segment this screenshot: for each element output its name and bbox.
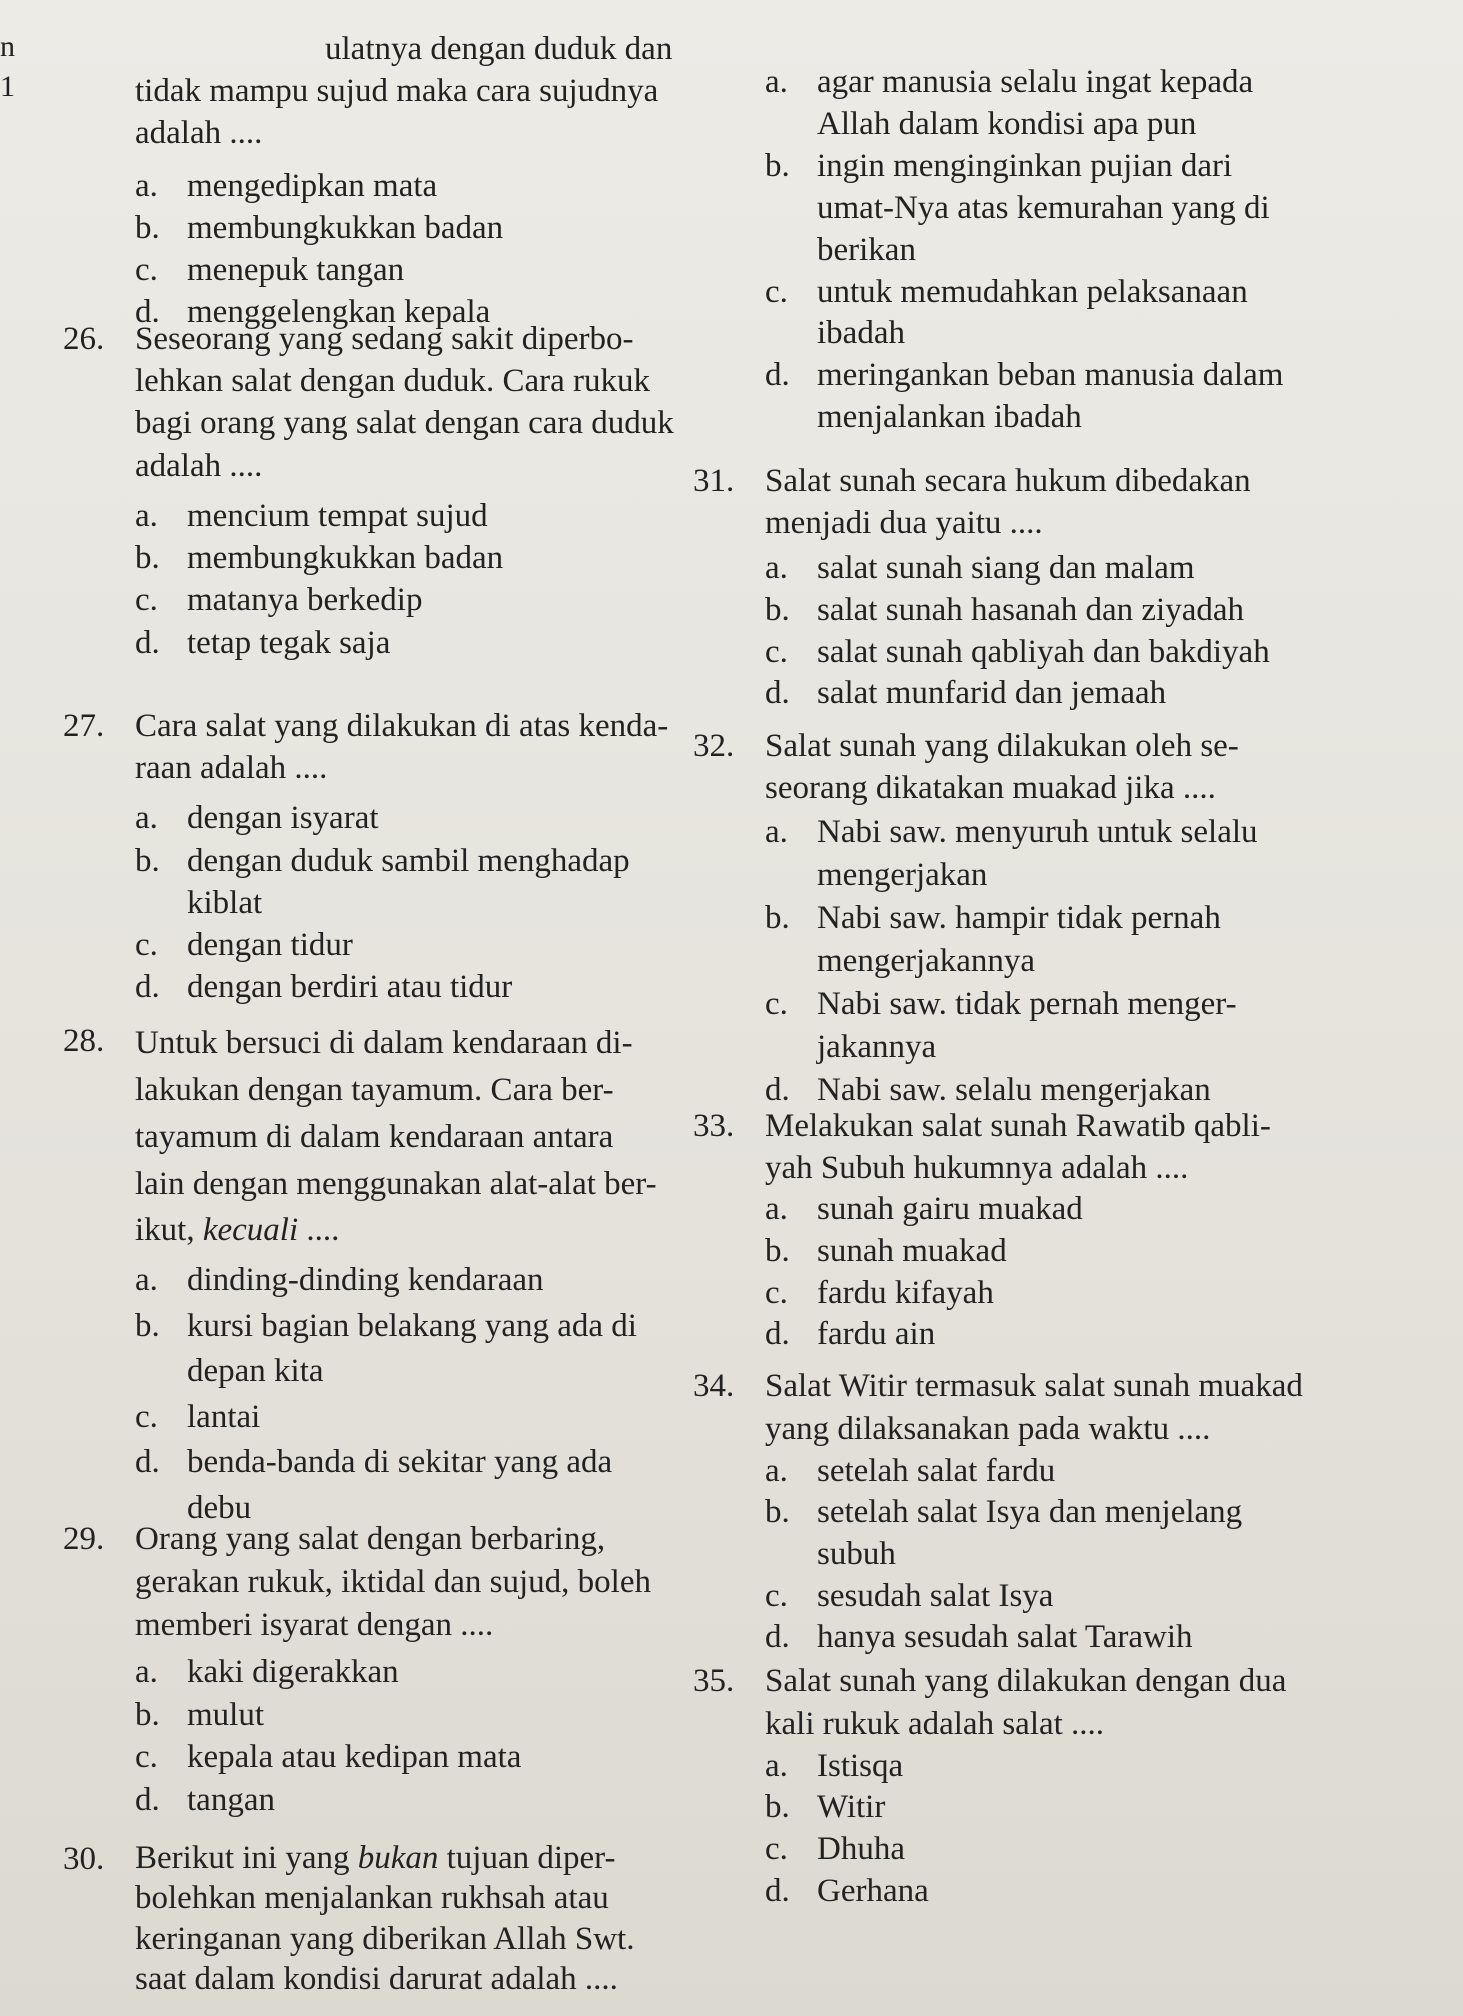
question-number: 30. (63, 1841, 105, 1877)
stem-emphasis: kecuali (202, 1212, 299, 1249)
stem-fragment: ikut, (135, 1212, 203, 1249)
question-number: 35. (693, 1663, 735, 1699)
stem-line: lain dengan menggunakan alat-alat ber- (135, 1165, 657, 1202)
option-letter: c. (135, 1398, 158, 1435)
question-31 (693, 460, 1395, 715)
option-d (765, 673, 1395, 715)
question-26 (63, 318, 745, 664)
option-b-continued (135, 882, 745, 924)
stem-line: saat dalam kondisi darurat adalah .... (135, 1960, 618, 1997)
option-text: mengerjakan (817, 857, 988, 894)
option-letter: c. (135, 1739, 158, 1776)
option-text: Istisqa (817, 1747, 904, 1784)
option-letter: c. (135, 927, 158, 964)
option-text: kepala atau kedipan mata (187, 1739, 522, 1776)
question-29 (63, 1518, 745, 1822)
option-text: ibadah (817, 315, 905, 352)
option-b (765, 590, 1395, 632)
stem-line: adalah .... (135, 115, 263, 152)
option-text: Witir (817, 1789, 886, 1826)
option-text: Dhuha (817, 1830, 905, 1867)
question-number: 27. (63, 708, 105, 744)
question-stem (693, 1660, 1395, 1746)
option-a (135, 165, 745, 207)
option-text: setelah salat fardu (817, 1452, 1056, 1489)
option-letter: c. (765, 1274, 788, 1311)
option-letter: b. (765, 592, 790, 629)
option-text: menepuk tangan (187, 252, 405, 289)
stem-line: Salat sunah yang dilakukan dengan dua (765, 1663, 1287, 1699)
option-d (765, 1617, 1395, 1659)
option-c (765, 1829, 1395, 1871)
option-text: dengan tidur (187, 927, 353, 964)
option-a (135, 797, 745, 839)
stem-emphasis: bukan (357, 1840, 439, 1876)
option-letter: b. (765, 1233, 790, 1270)
stem-fragment: .... (298, 1212, 340, 1249)
option-text: subuh (817, 1535, 896, 1572)
question-number: 34. (693, 1368, 735, 1404)
option-text: Nabi saw. selalu mengerjakan (817, 1071, 1211, 1108)
option-c (765, 1273, 1395, 1315)
stem-fragment: Berikut ini yang (135, 1840, 358, 1876)
stem-line: yah Subuh hukumnya adalah .... (765, 1150, 1189, 1187)
option-text: fardu ain (817, 1316, 936, 1353)
option-letter (135, 882, 187, 924)
question-stem (63, 1020, 745, 1254)
option-text: setelah salat Isya dan menjelang (817, 1494, 1243, 1531)
option-text: kiblat (187, 884, 263, 921)
option-letter: c. (765, 1830, 788, 1867)
option-letter: b. (765, 900, 790, 937)
option-a (765, 62, 1395, 146)
option-text: dengan berdiri atau tidur (187, 969, 513, 1006)
stem-line: kali rukuk adalah salat .... (765, 1705, 1105, 1742)
stem-line: tayamum di dalam kendaraan antara (135, 1118, 614, 1155)
option-text: fardu kifayah (817, 1274, 994, 1311)
stem-line: menjadi dua yaitu .... (765, 505, 1043, 542)
option-letter: d. (135, 624, 160, 661)
option-c (765, 632, 1395, 674)
question-number: 32. (693, 728, 735, 764)
option-text: salat sunah hasanah dan ziyadah (817, 592, 1245, 629)
stem-line: Salat sunah secara hukum dibedakan (765, 463, 1251, 499)
edge-mark: n (0, 30, 15, 63)
option-text: jakannya (817, 1028, 937, 1065)
option-c (765, 272, 1395, 356)
question-number: 26. (63, 321, 105, 357)
option-a (765, 1451, 1395, 1493)
option-c (135, 924, 745, 966)
option-d (135, 1779, 745, 1822)
stem-line: lehkan salat dengan duduk. Cara rukuk (135, 363, 651, 400)
option-d (765, 1314, 1395, 1356)
question-34 (693, 1365, 1395, 1659)
option-c (135, 579, 745, 621)
option-text: ingin menginginkan pujian dari (817, 147, 1233, 184)
option-text: menggelengkan kepala (187, 294, 491, 331)
stem-line: Seseorang yang sedang sakit diperbo- (135, 321, 634, 357)
option-text: sesudah salat Isya (817, 1577, 1054, 1614)
option-text: hanya sesudah salat Tarawih (817, 1619, 1193, 1656)
question-25-partial (135, 28, 745, 334)
option-text: sunah gairu muakad (817, 1191, 1083, 1228)
option-a (765, 811, 1395, 897)
option-letter: d. (765, 1316, 790, 1353)
stem-fragment: tujuan diper- (438, 1840, 616, 1876)
option-text: membungkukkan badan (187, 209, 504, 246)
question-30-options (765, 62, 1395, 439)
option-letter: a. (135, 1262, 158, 1299)
option-text: tetap tegak saja (187, 624, 391, 661)
option-d (135, 966, 745, 1008)
stem-line: Salat sunah yang dilakukan oleh se- (765, 728, 1239, 764)
option-letter: b. (765, 1494, 790, 1531)
option-letter: c. (135, 582, 158, 619)
question-stem (693, 1365, 1395, 1451)
option-letter: b. (135, 842, 160, 879)
stem-line: adalah .... (135, 447, 263, 484)
option-text: mulut (187, 1696, 265, 1733)
option-letter: a. (765, 1747, 788, 1784)
question-32 (693, 725, 1395, 1112)
option-d (765, 1871, 1395, 1913)
question-28 (63, 1020, 745, 1531)
option-letter: d. (135, 294, 160, 331)
option-text: sunah muakad (817, 1233, 1007, 1270)
option-text: salat sunah siang dan malam (817, 550, 1195, 587)
stem-line (135, 1838, 634, 1878)
question-stem (693, 725, 1395, 809)
edge-mark: 1 (0, 70, 15, 103)
stem-line: Untuk bersuci di dalam kendaraan di- (135, 1025, 633, 1061)
option-text: tangan (187, 1782, 275, 1819)
option-letter: a. (765, 814, 788, 851)
option-letter: c. (765, 1577, 788, 1614)
option-b (135, 207, 745, 249)
option-a (765, 1189, 1395, 1231)
question-stem (135, 28, 745, 155)
question-number: 29. (63, 1521, 105, 1557)
option-letter: d. (765, 1071, 790, 1108)
option-text: kursi bagian belakang yang ada di (187, 1307, 637, 1344)
option-text: umat-Nya atas kemurahan yang di (817, 189, 1270, 226)
stem-line: Cara salat yang dilakukan di atas kenda- (135, 708, 669, 744)
stem-line: yang dilaksanakan pada waktu .... (765, 1410, 1211, 1447)
question-stem (63, 1838, 745, 1999)
option-b (765, 897, 1395, 983)
option-letter: d. (135, 969, 160, 1006)
stem-line: keringanan yang diberikan Allah Swt. (135, 1920, 635, 1957)
option-letter: c. (765, 273, 788, 310)
option-b (135, 537, 745, 579)
option-text: Nabi saw. hampir tidak pernah (817, 900, 1221, 937)
question-27 (63, 705, 745, 1009)
option-text: meringankan beban manusia dalam (817, 357, 1284, 394)
option-b (135, 1304, 745, 1350)
option-letter: b. (135, 1696, 160, 1733)
option-text: membungkukkan badan (187, 540, 504, 577)
option-text: menjalankan ibadah (817, 399, 1082, 436)
option-d (135, 1440, 745, 1486)
stem-line: ulatnya dengan duduk dan (325, 31, 673, 67)
option-a (765, 548, 1395, 590)
option-text: Allah dalam kondisi apa pun (817, 105, 1197, 142)
option-b-continued (135, 1349, 745, 1395)
stem-line (135, 1207, 657, 1254)
question-number: 31. (693, 463, 735, 499)
option-text: matanya berkedip (187, 582, 423, 619)
option-c (765, 1576, 1395, 1618)
option-letter: d. (765, 675, 790, 712)
question-number: 33. (693, 1108, 735, 1144)
option-letter: a. (765, 1452, 788, 1489)
option-text: agar manusia selalu ingat kepada (817, 64, 1254, 100)
option-b (135, 840, 745, 882)
option-letter: b. (765, 147, 790, 184)
option-letter: b. (135, 209, 160, 246)
option-text: depan kita (187, 1353, 324, 1390)
option-text: lantai (187, 1398, 261, 1435)
option-letter: c. (135, 252, 158, 289)
stem-line: lakukan dengan tayamum. Cara ber- (135, 1071, 614, 1108)
stem-line: raan adalah .... (135, 750, 328, 787)
option-letter: b. (765, 1789, 790, 1826)
option-letter: d. (765, 357, 790, 394)
question-stem (693, 460, 1395, 544)
option-text: dengan duduk sambil menghadap (187, 842, 630, 879)
option-d (135, 622, 745, 664)
option-text: berikan (817, 231, 916, 268)
option-b (765, 1492, 1395, 1575)
option-letter: b. (135, 540, 160, 577)
option-text: Gerhana (817, 1872, 929, 1909)
option-text: untuk memudahkan pelaksanaan (817, 273, 1248, 310)
option-c (135, 1395, 745, 1441)
question-number: 28. (63, 1023, 105, 1059)
question-30 (63, 1838, 745, 1999)
question-stem (693, 1105, 1395, 1189)
option-letter: c. (765, 986, 788, 1023)
option-letter: a. (135, 800, 158, 837)
option-letter: a. (765, 64, 788, 100)
option-letter: d. (765, 1619, 790, 1656)
option-a (135, 1651, 745, 1694)
question-stem (63, 318, 745, 487)
option-letter: a. (135, 497, 158, 534)
option-letter: d. (135, 1444, 160, 1481)
stem-line: seorang dikatakan muakad jika .... (765, 770, 1216, 807)
option-c (135, 249, 745, 291)
option-b (765, 1231, 1395, 1273)
option-a (135, 495, 745, 537)
option-letter: a. (765, 1191, 788, 1228)
option-b (765, 146, 1395, 272)
option-c (135, 1736, 745, 1779)
option-text: dengan isyarat (187, 800, 379, 837)
option-letter: c. (765, 633, 788, 670)
option-b (765, 1787, 1395, 1829)
option-letter: d. (765, 1872, 790, 1909)
option-letter: a. (765, 550, 788, 587)
option-text: benda-banda di sekitar yang ada (187, 1444, 613, 1481)
option-letter: a. (135, 1653, 158, 1690)
stem-line: Melakukan salat sunah Rawatib qabli- (765, 1108, 1271, 1144)
option-text: mengerjakannya (817, 943, 1036, 980)
option-text: debu (187, 1489, 252, 1526)
stem-line: memberi isyarat dengan .... (135, 1606, 494, 1643)
option-text: Nabi saw. menyuruh untuk selalu (817, 814, 1258, 851)
option-text: salat munfarid dan jemaah (817, 675, 1167, 712)
stem-line: Salat Witir termasuk salat sunah muakad (765, 1368, 1303, 1404)
option-a (765, 1746, 1395, 1788)
stem-line: Orang yang salat dengan berbaring, (135, 1521, 606, 1557)
option-a (135, 1258, 745, 1304)
stem-line: bagi orang yang salat dengan cara duduk (135, 405, 674, 442)
option-text: kaki digerakkan (187, 1653, 399, 1690)
stem-line: tidak mampu sujud maka cara sujudnya (135, 73, 659, 110)
option-text: mencium tempat sujud (187, 497, 488, 534)
question-33 (693, 1105, 1395, 1356)
option-b (135, 1694, 745, 1737)
option-letter: d. (135, 1782, 160, 1819)
option-letter: b. (135, 1307, 160, 1344)
question-stem (63, 1518, 745, 1647)
option-text: Nabi saw. tidak pernah menger- (817, 986, 1237, 1023)
stem-line: gerakan rukuk, iktidal dan sujud, boleh (135, 1563, 651, 1600)
option-letter (135, 1349, 187, 1395)
question-stem (63, 705, 745, 789)
option-letter: a. (135, 167, 158, 204)
option-c (765, 983, 1395, 1069)
option-text: mengedipkan mata (187, 167, 438, 204)
question-35 (693, 1660, 1395, 1912)
option-d (765, 355, 1395, 439)
option-text: dinding-dinding kendaraan (187, 1262, 544, 1299)
stem-line: bolehkan menjalankan rukhsah atau (135, 1880, 609, 1917)
option-text: salat sunah qabliyah dan bakdiyah (817, 633, 1270, 670)
